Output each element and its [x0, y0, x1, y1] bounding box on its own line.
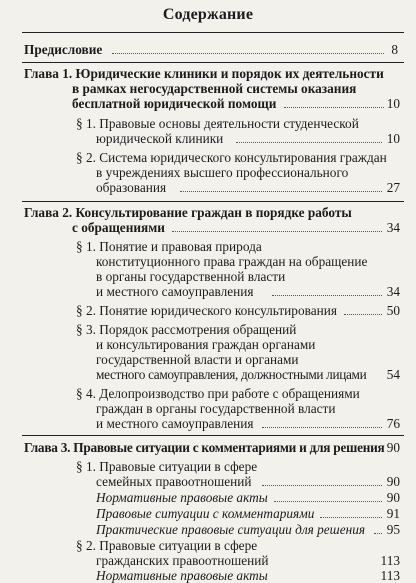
- ch2-s1-line3: в органы государственной власти: [96, 269, 286, 284]
- ch1-s2-page: 27: [386, 180, 400, 195]
- ch2-s3-line4: местного самоуправления, должностными лицами: [96, 367, 367, 382]
- ch2-s1-line1: § 1. Понятие и правовая природа: [76, 239, 262, 254]
- ch2-s3-line3: государственной власти и органами: [96, 352, 299, 367]
- leader-dots: [274, 501, 382, 502]
- leader-dots: [284, 107, 384, 108]
- chapter3-title-line1: Глава 3. Правовые ситуации с комментариями и для решения: [24, 440, 385, 455]
- ch3-s2-item1-page: 113: [380, 568, 400, 583]
- divider: [22, 435, 404, 436]
- page-title: Содержание: [162, 6, 254, 23]
- ch3-s1-item2-page: 91: [386, 506, 400, 521]
- chapter2-page: 34: [386, 220, 400, 235]
- leader-dots: [262, 427, 382, 428]
- divider: [22, 32, 404, 33]
- ch2-s1-page: 34: [386, 284, 400, 299]
- chapter1-title-line3: бесплатной юридической помощи: [72, 96, 277, 111]
- ch2-s4-line1: § 4. Делопроизводство при работе с обращениями: [76, 386, 360, 401]
- leader-dots: [272, 295, 382, 296]
- ch2-s4-line2: граждан в органы государственной власти: [96, 401, 336, 416]
- ch2-s3-line2: и консультирования граждан органами: [96, 337, 316, 352]
- ch1-s2-line2: в учреждениях высшего профессионального: [96, 165, 349, 180]
- ch1-s1-line1: § 1. Правовые основы деятельности студенческой: [76, 116, 359, 131]
- chapter1-title-line1: Глава 1. Юридические клиники и порядок их деятельности: [24, 66, 384, 81]
- ch3-s1-page: 90: [386, 474, 400, 489]
- ch1-s2-line3: образования: [96, 180, 167, 195]
- ch2-s1-line4: и местного самоуправления: [96, 284, 254, 299]
- ch2-s4-page: 76: [386, 416, 400, 431]
- ch3-s2-line1: § 2. Правовые ситуации в сфере: [76, 538, 258, 553]
- chapter1-page: 10: [386, 96, 400, 111]
- chapter1-title-line2: в рамках негосударственной системы оказания: [72, 81, 357, 96]
- divider: [22, 62, 404, 63]
- ch2-s4-line3: и местного самоуправления: [96, 416, 254, 431]
- leader-dots: [344, 314, 382, 315]
- ch1-s2-line1: § 2. Система юридического консультирования граждан: [76, 150, 387, 165]
- ch3-s1-item3-page: 95: [386, 522, 400, 537]
- leader-dots: [320, 517, 382, 518]
- ch2-s1-line2: конституционного права граждан на обращение: [96, 254, 368, 269]
- ch2-s2-line1: § 2. Понятие юридического консультирования: [76, 303, 337, 318]
- leader-dots: [374, 533, 382, 534]
- ch3-s1-item3-label: Практические правовые ситуации для решения: [96, 522, 366, 537]
- ch2-s2-page: 50: [386, 303, 400, 318]
- chapter2-title-line2: с обращениями: [72, 220, 165, 235]
- ch3-s2-item1-label: Нормативные правовые акты: [96, 568, 268, 583]
- leader-dots: [180, 191, 382, 192]
- leader-dots: [172, 231, 382, 232]
- leader-dots: [262, 485, 382, 486]
- ch3-s1-line1: § 1. Правовые ситуации в сфере: [76, 459, 258, 474]
- ch2-s3-line1: § 3. Порядок рассмотрения обращений: [76, 322, 297, 337]
- leader-dots: [112, 53, 384, 54]
- ch3-s1-item1-page: 90: [386, 490, 400, 505]
- ch1-s1-page: 10: [386, 131, 400, 146]
- ch1-s1-line2: юридической клиники: [96, 131, 224, 146]
- chapter3-page: 90: [386, 440, 400, 455]
- preface-label: Предисловие: [24, 42, 103, 57]
- divider: [22, 201, 404, 202]
- ch3-s2-line2: гражданских правоотношений: [96, 553, 269, 568]
- chapter2-title-line1: Глава 2. Консультирование граждан в порядке работы: [24, 205, 352, 220]
- ch3-s2-page: 113: [380, 553, 400, 568]
- preface-page: 8: [391, 42, 398, 57]
- leader-dots: [236, 142, 382, 143]
- ch3-s1-item2-label: Правовые ситуации с комментариями: [96, 506, 315, 521]
- ch3-s1-item1-label: Нормативные правовые акты: [96, 490, 268, 505]
- ch2-s3-page: 54: [386, 367, 400, 382]
- ch3-s1-line2: семейных правоотношений: [96, 474, 252, 489]
